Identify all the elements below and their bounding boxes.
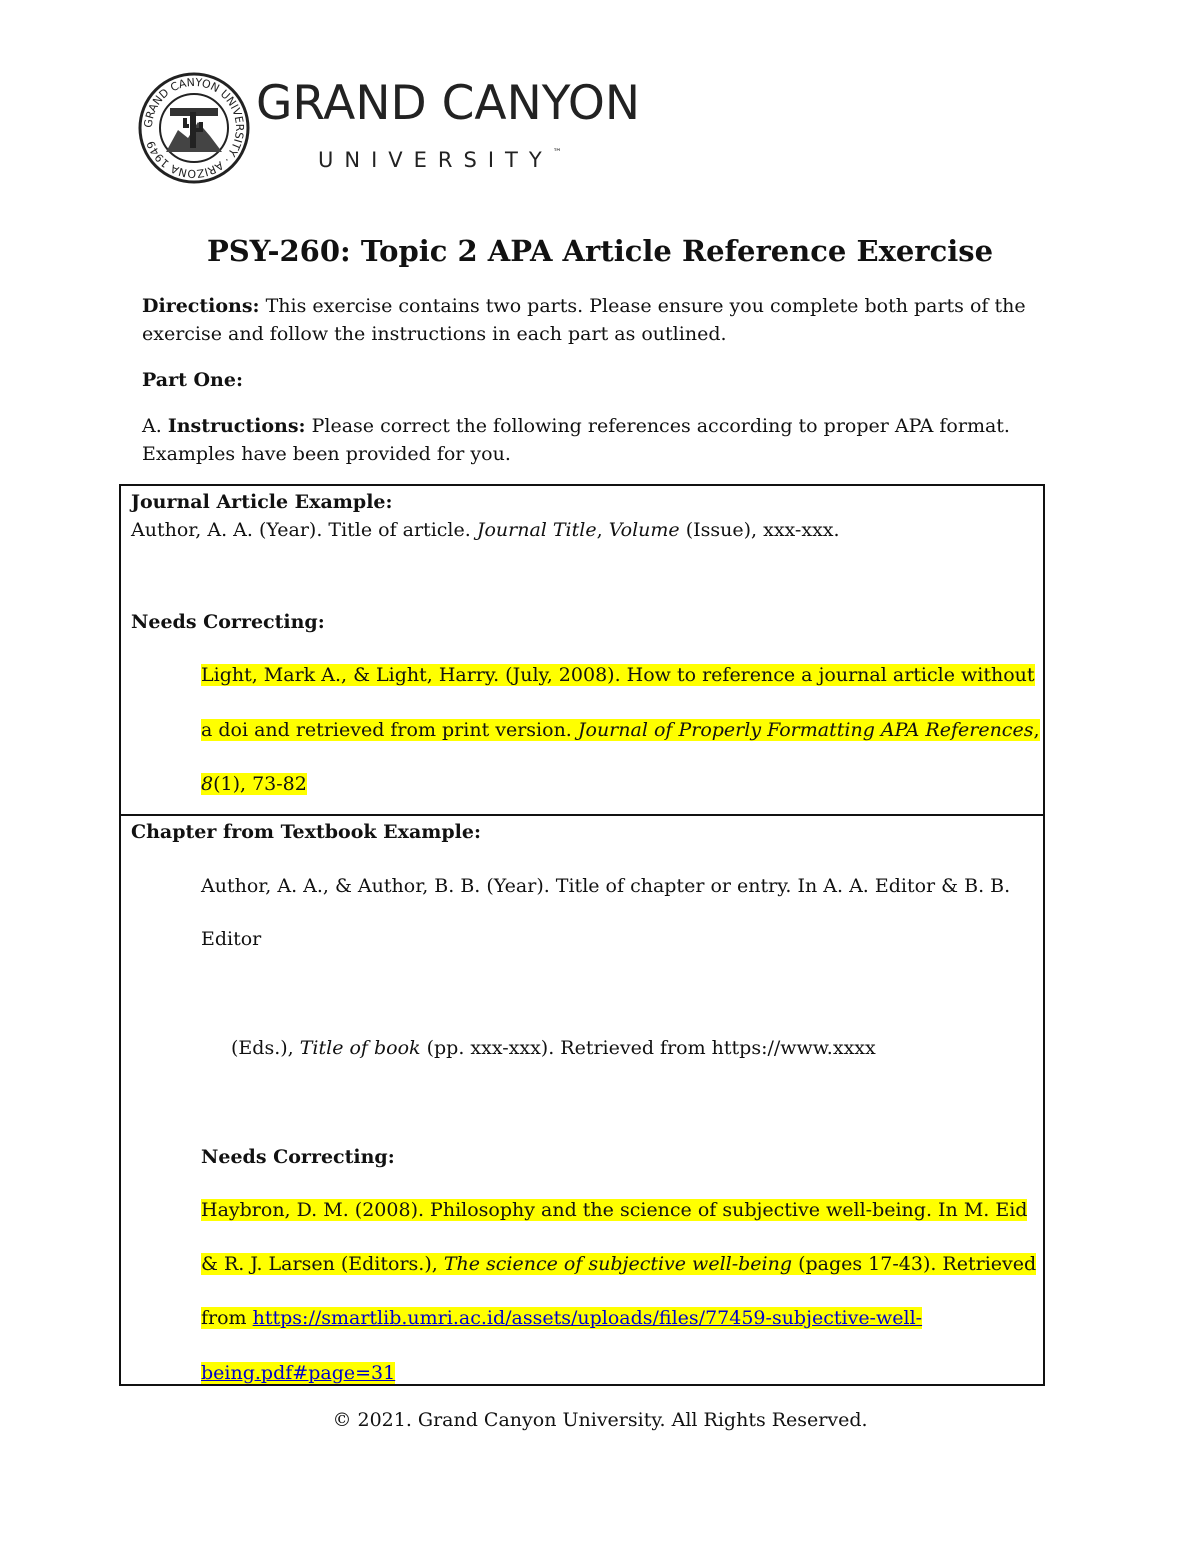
- journal-incorrect-reference-line-1: Light, Mark A., & Light, Harry. (July, 2008). How to reference a journal article without: [201, 664, 1035, 686]
- document-title: PSY-260: Topic 2 APA Article Reference Exercise: [206, 234, 994, 268]
- journal-incorrect-reference-line-2: a doi and retrieved from print version. Journal of Properly Formatting APA References,: [201, 719, 1040, 741]
- chapter-incorrect-reference-line-2: & R. J. Larsen (Editors.), The science of subjective well-being (pages 17-43). Retrieved: [201, 1253, 1037, 1275]
- chapter-textbook-box: [119, 814, 1045, 1386]
- journal-needs-correcting-label: Needs Correcting:: [131, 611, 325, 633]
- reference-url-link-continued[interactable]: being.pdf#page=31: [201, 1362, 396, 1384]
- trademark-symbol: ™: [552, 148, 562, 158]
- part-one-heading: Part One:: [142, 369, 243, 391]
- chapter-incorrect-reference-line-1: Haybron, D. M. (2008). Philosophy and the science of subjective well-being. In M. Eid: [201, 1199, 1028, 1221]
- journal-incorrect-reference-line-3: 8(1), 73-82: [201, 773, 307, 795]
- seal-text: GRAND CANYON UNIVERSITY · ARIZONA 1949: [141, 75, 247, 181]
- copyright-footer: © 2021. Grand Canyon University. All Rights Reserved.: [332, 1409, 868, 1431]
- instructions-paragraph: A. Instructions: Please correct the following references according to proper APA format. Examples have been provided for you.: [142, 415, 1010, 465]
- gcu-logo: [138, 72, 641, 182]
- university-seal-icon: [138, 72, 250, 184]
- directions-text: This exercise contains two parts. Please ensure you complete both parts of the exercise and follow the instructions in each part as outlined.: [142, 295, 1026, 345]
- instructions-text: Please correct the following references according to proper APA format. Examples have been provided for you.: [142, 415, 1010, 465]
- chapter-needs-correcting-label: Needs Correcting:: [201, 1146, 395, 1168]
- directions-paragraph: [142, 292, 1042, 348]
- reference-url-link[interactable]: https://smartlib.umri.ac.id/assets/uploads/files/77459-subjective-well-: [252, 1307, 923, 1329]
- chapter-example-line-1: Author, A. A., & Author, B. B. (Year). Title of chapter or entry. In A. A. Editor & B. B.: [201, 875, 1011, 897]
- instructions-label: Instructions:: [167, 415, 306, 437]
- journal-article-box: [119, 484, 1045, 816]
- journal-example-reference: Author, A. A. (Year). Title of article. Journal Title, Volume (Issue), xxx-xxx.: [131, 519, 840, 541]
- wordmark-university: UNIVERSITY™: [318, 148, 562, 172]
- chapter-example-line-3: (Eds.), Title of book (pp. xxx-xxx). Retrieved from https://www.xxxx: [231, 1037, 876, 1059]
- journal-example-heading: Journal Article Example:: [131, 491, 393, 513]
- wordmark-grand-canyon: GRAND CANYON: [256, 76, 641, 131]
- chapter-example-line-2: Editor: [201, 928, 262, 950]
- chapter-incorrect-reference-line-4: [201, 1361, 395, 1385]
- directions-label: Directions:: [142, 295, 260, 317]
- chapter-example-heading: Chapter from Textbook Example:: [131, 821, 481, 843]
- chapter-incorrect-reference-line-3: from https://smartlib.umri.ac.id/assets/uploads/files/77459-subjective-well-: [201, 1307, 923, 1329]
